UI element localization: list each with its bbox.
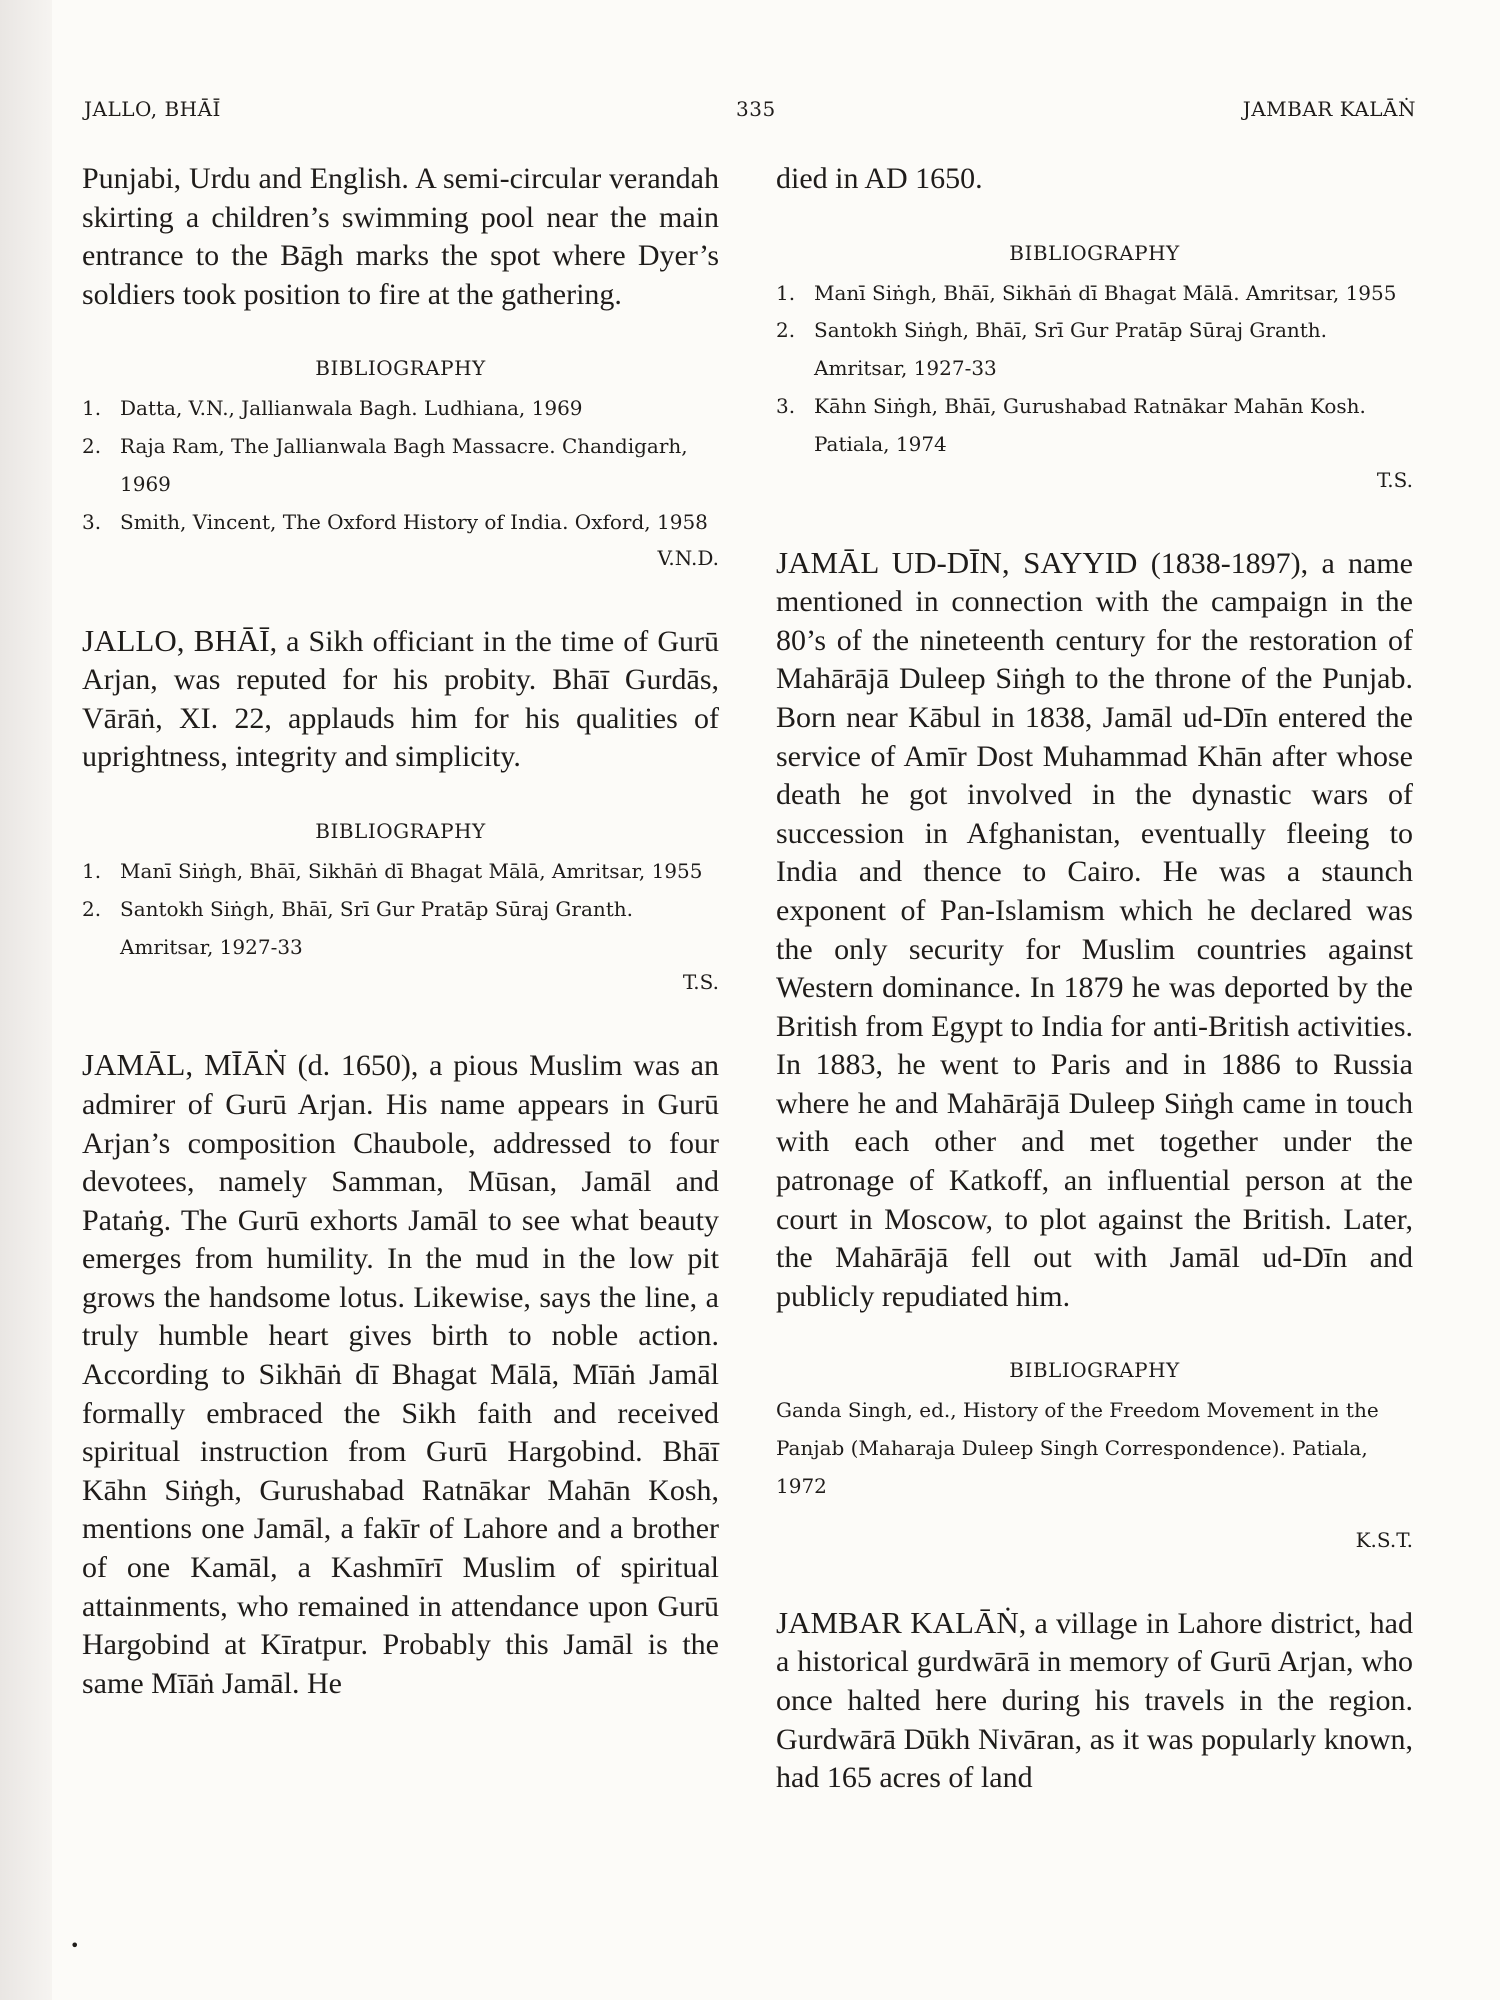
bibliography-item: 1. Datta, V.N., Jallianwala Bagh. Ludhiana, 1969 [82, 396, 583, 421]
bibliography-item: 3. Smith, Vincent, The Oxford History of India. Oxford, 1958 [82, 509, 708, 534]
entry-headword: JAMĀL UD-DĪN, SAYYID [776, 544, 1138, 580]
right-column [776, 160, 1413, 1798]
entry-jambar-kalan: JAMBAR KALĀṄ, a village in Lahore district, had a historical gurdwārā in memory of Gurū Arjan, who once halted here during his travels in the region. Gurdwārā Dūkh Nivāran, as it was popularly known, had 165 acres of land [776, 1604, 1413, 1795]
bibliography-item: Ganda Singh, ed., History of the Freedom Movement in the Panjab (Maharaja Duleep Singh Correspondence). Patiala, 1972 [776, 1398, 1379, 1499]
contributor-initials: K.S.T. [1355, 1527, 1413, 1552]
entry-headword: JAMBAR KALĀṄ [776, 1604, 1019, 1640]
entry-jamal-mian: JAMĀL, MĪĀṄ (d. 1650), a pious Muslim was an admirer of Gurū Arjan. His name appears in Gurū Arjan’s composition Chaubole, addressed to four devotees, namely Samman, Mūsan, Jamāl and Pataṅg. The Gurū exhorts Jamāl to see what beauty emerges from humility. In the mud in the low pit grows the handsome lotus. Likewise, says the line, a truly humble heart gives birth to noble action. According to Sikhāṅ dī Bhagat Mālā, Mīāṅ Jamāl formally embraced the Sikh faith and received spiritual instruction from Gurū Hargobind. Bhāī Kāhn Siṅgh, Gurushabad Ratnākar Mahān Kosh, mentions one Jamāl, a fakīr of Lahore and a brother of one Kamāl, a Kashmīrī Muslim of spiritual attainments, who remained in attendance upon Gurū Hargobind at Kīratpur. Probably this Jamāl is the same Mīāṅ Jamāl. He [82, 1047, 719, 1700]
page-gutter-shadow [0, 0, 52, 2000]
left-column [82, 160, 719, 1703]
bibliography-heading: BIBLIOGRAPHY [1009, 1358, 1180, 1383]
bibliography-list [82, 390, 719, 541]
bibliography-heading: BIBLIOGRAPHY [315, 818, 486, 843]
bibliography-heading: BIBLIOGRAPHY [1009, 240, 1180, 265]
bibliography-item: 2. Santokh Siṅgh, Bhāī, Srī Gur Pratāp Sūraj Granth. Amritsar, 1927-33 [82, 896, 634, 959]
contributor-initials: T.S. [1376, 467, 1413, 492]
bibliography-list [776, 275, 1413, 464]
bibliography-item: 1. Manī Siṅgh, Bhāī, Sikhāṅ dī Bhagat Mālā, Amritsar, 1955 [82, 858, 703, 883]
entry-jamal-ud-din: JAMĀL UD-DĪN, SAYYID (1838-1897), a name mentioned in connection with the campaign in the 80’s of the nineteenth century for the restoration of Mahārājā Duleep Siṅgh to the throne of the Punjab. Born near Kābul in 1838, Jamāl ud-Dīn entered the service of Amīr Dost Muhammad Khān after whose death he got involved in the dynastic wars of succession in Afghanistan, eventually fleeing to India and thence to Cairo. He was a staunch exponent of Pan-Islamism which he declared was the only security for Muslim countries against Western dominance. In 1879 he was deported by the British from Egypt to India for anti-British activities. In 1883, he went to Paris and in 1886 to Russia where he and Mahārājā Duleep Siṅgh came in touch with each other and met together under the patronage of Katkoff, an influential person at the court in Moscow, to plot against the British. Later, the Mahārājā fell out with Jamāl ud-Dīn and publicly repudiated him. [776, 544, 1413, 1313]
bibliography-list [82, 853, 719, 966]
bibliography-item: 3. Kāhn Siṅgh, Bhāī, Gurushabad Ratnākar Mahān Kosh. Patiala, 1974 [776, 393, 1366, 456]
bibliography-item: 2. Raja Ram, The Jallianwala Bagh Massacre. Chandigarh, 1969 [82, 434, 688, 496]
entry-jallo-bhai: JALLO, BHĀĪ, a Sikh officiant in the time of Gurū Arjan, was reputed for his probity. Bhāī Gurdās, Vārāṅ, XI. 22, applauds him for his qualities of uprightness, integrity and simplicity. [82, 622, 719, 774]
entry-headword: JAMĀL, MĪĀṄ [82, 1047, 287, 1083]
stray-mark: • [70, 1936, 80, 1955]
intro-paragraph: Punjabi, Urdu and English. A semi-circular verandah skirting a children’s swimming pool near the main entrance to the Bāgh marks the spot where Dyer’s soldiers took position to fire at the gathering. [82, 162, 719, 311]
running-header-right: JAMBAR KALĀṄ [1242, 97, 1416, 121]
running-header-left: JALLO, BHĀĪ [84, 97, 221, 121]
bibliography-item: 1. Manī Siṅgh, Bhāī, Sikhāṅ dī Bhagat Mālā. Amritsar, 1955 [776, 280, 1397, 305]
bibliography-heading: BIBLIOGRAPHY [315, 356, 486, 381]
continued-paragraph: died in AD 1650. [776, 162, 983, 195]
entry-headword: JALLO, BHĀĪ [82, 622, 270, 658]
contributor-initials: V.N.D. [657, 545, 719, 570]
bibliography-item: 2. Santokh Siṅgh, Bhāī, Srī Gur Pratāp Sūraj Granth. Amritsar, 1927-33 [776, 318, 1328, 381]
contributor-initials: T.S. [682, 970, 719, 995]
page-number: 335 [736, 97, 776, 121]
